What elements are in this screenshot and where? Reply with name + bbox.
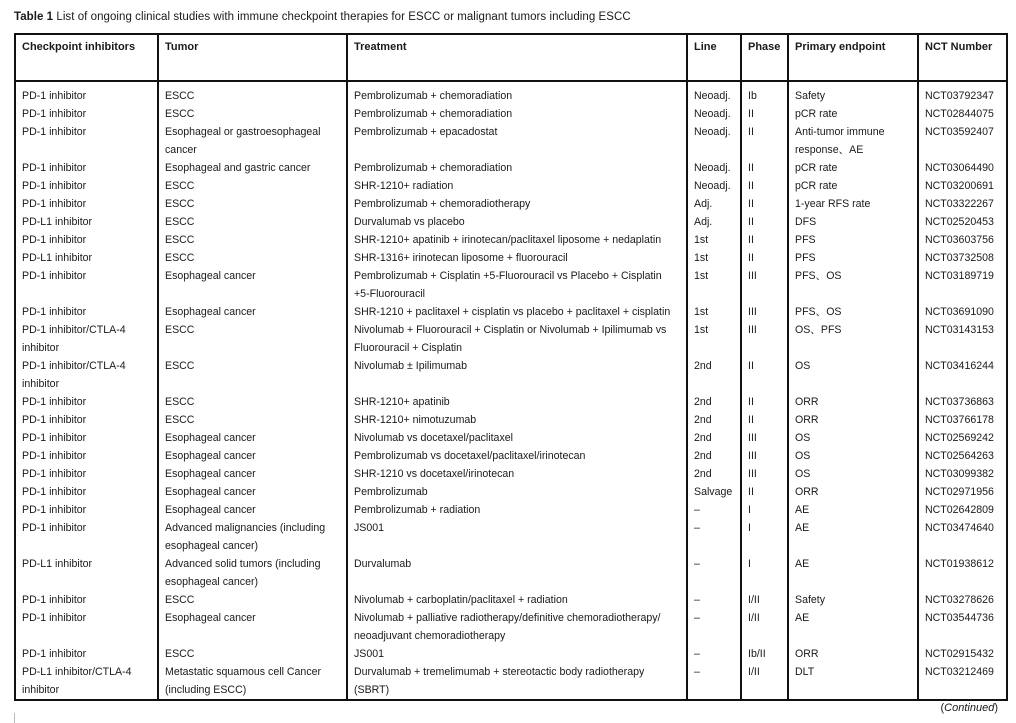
cell-nct-number: NCT03736863 [918,393,1007,411]
cell-primary-endpoint: OS、PFS [788,321,918,357]
cell-treatment: JS001 [347,645,687,663]
cell-treatment: Pembrolizumab + Cisplatin +5-Fluorouracil vs Placebo + Cisplatin +5-Fluorouracil [347,267,687,303]
cell-primary-endpoint: AE [788,519,918,555]
cell-nct-number: NCT03766178 [918,411,1007,429]
cell-nct-number: NCT03200691 [918,177,1007,195]
cell-primary-endpoint: Anti-tumor immune response、AE [788,123,918,159]
header-phase: Phase [741,34,788,81]
table-row [15,663,1007,700]
cell-treatment: Pembrolizumab + radiation [347,501,687,519]
cell-checkpoint-inhibitor: PD-L1 inhibitor [15,555,158,591]
cell-tumor: Esophageal or gastroesophageal cancer [158,123,347,159]
cell-phase: II [741,231,788,249]
cell-nct-number: NCT03792347 [918,81,1007,105]
cell-line: – [687,555,741,591]
header-primary-endpoint: Primary endpoint [788,34,918,81]
cell-primary-endpoint: PFS、OS [788,267,918,303]
cell-primary-endpoint: PFS [788,249,918,267]
cell-nct-number: NCT02915432 [918,645,1007,663]
cell-primary-endpoint: pCR rate [788,177,918,195]
cell-nct-number: NCT02569242 [918,429,1007,447]
continued-note: (Continued) [940,702,998,714]
cell-nct-number: NCT03603756 [918,231,1007,249]
cell-tumor: Esophageal cancer [158,609,347,645]
cell-nct-number: NCT02971956 [918,483,1007,501]
cell-nct-number: NCT03099382 [918,465,1007,483]
cell-checkpoint-inhibitor: PD-1 inhibitor [15,393,158,411]
clinical-studies-table [14,33,1008,701]
cell-treatment: SHR-1210+ apatinib [347,393,687,411]
table-row [15,249,1007,267]
table-row [15,645,1007,663]
cell-primary-endpoint: ORR [788,483,918,501]
cell-phase: Ib/II [741,645,788,663]
cell-line: Neoadj. [687,123,741,159]
cell-primary-endpoint: ORR [788,411,918,429]
cell-checkpoint-inhibitor: PD-1 inhibitor [15,81,158,105]
cell-primary-endpoint: AE [788,501,918,519]
cell-line: 2nd [687,393,741,411]
table-row [15,483,1007,501]
table-body [15,81,1007,700]
cell-primary-endpoint: pCR rate [788,159,918,177]
header-line: Line [687,34,741,81]
cell-tumor: Esophageal cancer [158,465,347,483]
cell-checkpoint-inhibitor: PD-1 inhibitor [15,411,158,429]
cell-line: – [687,645,741,663]
cell-treatment: Pembrolizumab + chemoradiation [347,159,687,177]
cell-tumor: ESCC [158,213,347,231]
table-row [15,411,1007,429]
cell-tumor: Metastatic squamous cell Cancer (including ESCC) [158,663,347,700]
cell-phase: I/II [741,663,788,700]
page-edge-mark [14,713,15,723]
cell-phase: I [741,501,788,519]
table-row [15,501,1007,519]
cell-treatment: Pembrolizumab [347,483,687,501]
cell-treatment: Nivolumab + Fluorouracil + Cisplatin or Nivolumab + Ipilimumab vs Fluorouracil + Cisplatin [347,321,687,357]
cell-phase: III [741,321,788,357]
cell-nct-number: NCT03544736 [918,609,1007,645]
cell-phase: II [741,411,788,429]
cell-checkpoint-inhibitor: PD-1 inhibitor [15,429,158,447]
cell-primary-endpoint: DFS [788,213,918,231]
cell-checkpoint-inhibitor: PD-1 inhibitor [15,519,158,555]
cell-line: 1st [687,321,741,357]
table-row [15,465,1007,483]
cell-phase: I/II [741,591,788,609]
cell-tumor: Advanced malignancies (including esophageal cancer) [158,519,347,555]
header-tumor: Tumor [158,34,347,81]
cell-tumor: ESCC [158,231,347,249]
cell-primary-endpoint: AE [788,555,918,591]
table-row [15,231,1007,249]
cell-treatment: Pembrolizumab + epacadostat [347,123,687,159]
table-row [15,321,1007,357]
cell-treatment: SHR-1210+ nimotuzumab [347,411,687,429]
cell-nct-number: NCT03064490 [918,159,1007,177]
table-row [15,81,1007,105]
cell-nct-number: NCT03212469 [918,663,1007,700]
cell-nct-number: NCT02564263 [918,447,1007,465]
cell-treatment: Nivolumab vs docetaxel/paclitaxel [347,429,687,447]
cell-line: Salvage [687,483,741,501]
cell-tumor: ESCC [158,177,347,195]
cell-line: Neoadj. [687,159,741,177]
cell-treatment: SHR-1210+ radiation [347,177,687,195]
cell-primary-endpoint: Safety [788,81,918,105]
cell-line: – [687,591,741,609]
cell-line: 2nd [687,465,741,483]
cell-primary-endpoint: Safety [788,591,918,609]
cell-phase: I/II [741,609,788,645]
cell-tumor: ESCC [158,321,347,357]
cell-line: Adj. [687,213,741,231]
cell-phase: II [741,177,788,195]
cell-primary-endpoint: 1-year RFS rate [788,195,918,213]
cell-phase: II [741,213,788,231]
cell-nct-number: NCT02520453 [918,213,1007,231]
table-row [15,267,1007,303]
cell-tumor: ESCC [158,105,347,123]
cell-checkpoint-inhibitor: PD-1 inhibitor [15,609,158,645]
cell-phase: II [741,483,788,501]
cell-tumor: ESCC [158,393,347,411]
table-caption [14,11,631,23]
cell-checkpoint-inhibitor: PD-1 inhibitor [15,465,158,483]
cell-checkpoint-inhibitor: PD-1 inhibitor [15,159,158,177]
cell-phase: II [741,393,788,411]
cell-checkpoint-inhibitor: PD-1 inhibitor [15,177,158,195]
table-row [15,591,1007,609]
cell-line: 2nd [687,429,741,447]
table-row [15,429,1007,447]
cell-checkpoint-inhibitor: PD-1 inhibitor [15,591,158,609]
cell-line: 1st [687,303,741,321]
table-row [15,195,1007,213]
table-row [15,393,1007,411]
cell-primary-endpoint: OS [788,465,918,483]
cell-primary-endpoint: OS [788,429,918,447]
cell-primary-endpoint: OS [788,357,918,393]
cell-line: 2nd [687,447,741,465]
cell-treatment: Pembrolizumab + chemoradiation [347,105,687,123]
cell-line: – [687,519,741,555]
cell-tumor: Esophageal cancer [158,501,347,519]
cell-treatment: Pembrolizumab + chemoradiotherapy [347,195,687,213]
cell-phase: III [741,465,788,483]
table-row [15,123,1007,159]
cell-line: 2nd [687,411,741,429]
cell-checkpoint-inhibitor: PD-L1 inhibitor [15,213,158,231]
cell-treatment: JS001 [347,519,687,555]
table-row [15,213,1007,231]
cell-checkpoint-inhibitor: PD-L1 inhibitor/CTLA-4 inhibitor [15,663,158,700]
cell-checkpoint-inhibitor: PD-1 inhibitor [15,105,158,123]
cell-checkpoint-inhibitor: PD-1 inhibitor [15,123,158,159]
cell-treatment: Nivolumab ± Ipilimumab [347,357,687,393]
table-header-row [15,34,1007,81]
table-caption-text: List of ongoing clinical studies with immune checkpoint therapies for ESCC or malignant tumors including ESCC [56,11,631,23]
cell-nct-number: NCT03278626 [918,591,1007,609]
cell-treatment: SHR-1210 + paclitaxel + cisplatin vs placebo + paclitaxel + cisplatin [347,303,687,321]
cell-nct-number: NCT03732508 [918,249,1007,267]
table-row [15,303,1007,321]
cell-checkpoint-inhibitor: PD-1 inhibitor/CTLA-4 inhibitor [15,321,158,357]
table-row [15,105,1007,123]
cell-nct-number: NCT03322267 [918,195,1007,213]
cell-phase: II [741,105,788,123]
cell-primary-endpoint: DLT [788,663,918,700]
table-caption-label: Table 1 [14,11,54,23]
cell-checkpoint-inhibitor: PD-1 inhibitor [15,231,158,249]
cell-line: Neoadj. [687,81,741,105]
cell-nct-number: NCT03474640 [918,519,1007,555]
cell-phase: I [741,555,788,591]
cell-nct-number: NCT03189719 [918,267,1007,303]
cell-treatment: Pembrolizumab + chemoradiation [347,81,687,105]
cell-tumor: ESCC [158,411,347,429]
cell-tumor: Esophageal and gastric cancer [158,159,347,177]
cell-line: 1st [687,249,741,267]
cell-primary-endpoint: AE [788,609,918,645]
cell-phase: III [741,267,788,303]
table-row [15,447,1007,465]
cell-primary-endpoint: ORR [788,645,918,663]
cell-tumor: Advanced solid tumors (including esophageal cancer) [158,555,347,591]
cell-tumor: ESCC [158,645,347,663]
header-checkpoint-inhibitors: Checkpoint inhibitors [15,34,158,81]
cell-primary-endpoint: ORR [788,393,918,411]
table-row [15,609,1007,645]
cell-checkpoint-inhibitor: PD-1 inhibitor [15,645,158,663]
cell-phase: III [741,303,788,321]
cell-primary-endpoint: pCR rate [788,105,918,123]
cell-tumor: Esophageal cancer [158,483,347,501]
table-row [15,555,1007,591]
cell-phase: II [741,357,788,393]
cell-tumor: Esophageal cancer [158,303,347,321]
cell-line: – [687,501,741,519]
cell-phase: II [741,195,788,213]
continued-label: Continued [944,702,995,714]
header-nct-number: NCT Number [918,34,1007,81]
cell-phase: Ib [741,81,788,105]
cell-nct-number: NCT02844075 [918,105,1007,123]
cell-checkpoint-inhibitor: PD-1 inhibitor [15,267,158,303]
cell-checkpoint-inhibitor: PD-L1 inhibitor [15,249,158,267]
cell-nct-number: NCT03143153 [918,321,1007,357]
cell-treatment: Nivolumab + palliative radiotherapy/definitive chemoradiotherapy/ neoadjuvant chemoradiotherapy [347,609,687,645]
cell-treatment: Pembrolizumab vs docetaxel/paclitaxel/irinotecan [347,447,687,465]
cell-line: 2nd [687,357,741,393]
cell-nct-number: NCT01938612 [918,555,1007,591]
cell-phase: I [741,519,788,555]
cell-treatment: Durvalumab [347,555,687,591]
cell-line: Neoadj. [687,105,741,123]
cell-treatment: SHR-1210 vs docetaxel/irinotecan [347,465,687,483]
cell-phase: II [741,123,788,159]
table-row [15,177,1007,195]
cell-nct-number: NCT02642809 [918,501,1007,519]
cell-line: 1st [687,267,741,303]
table-row [15,357,1007,393]
cell-tumor: ESCC [158,591,347,609]
cell-primary-endpoint: PFS [788,231,918,249]
cell-checkpoint-inhibitor: PD-1 inhibitor [15,303,158,321]
cell-treatment: Durvalumab vs placebo [347,213,687,231]
cell-tumor: Esophageal cancer [158,267,347,303]
cell-line: – [687,663,741,700]
cell-treatment: SHR-1210+ apatinib + irinotecan/paclitaxel liposome + nedaplatin [347,231,687,249]
cell-treatment: Nivolumab + carboplatin/paclitaxel + radiation [347,591,687,609]
cell-phase: II [741,159,788,177]
cell-treatment: SHR-1316+ irinotecan liposome + fluorouracil [347,249,687,267]
table-row [15,159,1007,177]
cell-line: – [687,609,741,645]
cell-checkpoint-inhibitor: PD-1 inhibitor [15,195,158,213]
cell-tumor: Esophageal cancer [158,447,347,465]
cell-line: Adj. [687,195,741,213]
table-row [15,519,1007,555]
cell-phase: III [741,429,788,447]
cell-checkpoint-inhibitor: PD-1 inhibitor [15,501,158,519]
cell-tumor: ESCC [158,357,347,393]
cell-phase: II [741,249,788,267]
cell-tumor: ESCC [158,81,347,105]
cell-primary-endpoint: OS [788,447,918,465]
cell-tumor: Esophageal cancer [158,429,347,447]
cell-nct-number: NCT03592407 [918,123,1007,159]
cell-phase: III [741,447,788,465]
cell-nct-number: NCT03691090 [918,303,1007,321]
cell-checkpoint-inhibitor: PD-1 inhibitor [15,483,158,501]
cell-primary-endpoint: PFS、OS [788,303,918,321]
cell-checkpoint-inhibitor: PD-1 inhibitor [15,447,158,465]
cell-tumor: ESCC [158,249,347,267]
cell-line: Neoadj. [687,177,741,195]
cell-checkpoint-inhibitor: PD-1 inhibitor/CTLA-4 inhibitor [15,357,158,393]
header-treatment: Treatment [347,34,687,81]
cell-nct-number: NCT03416244 [918,357,1007,393]
cell-treatment: Durvalumab + tremelimumab + stereotactic body radiotherapy (SBRT) [347,663,687,700]
cell-line: 1st [687,231,741,249]
cell-tumor: ESCC [158,195,347,213]
